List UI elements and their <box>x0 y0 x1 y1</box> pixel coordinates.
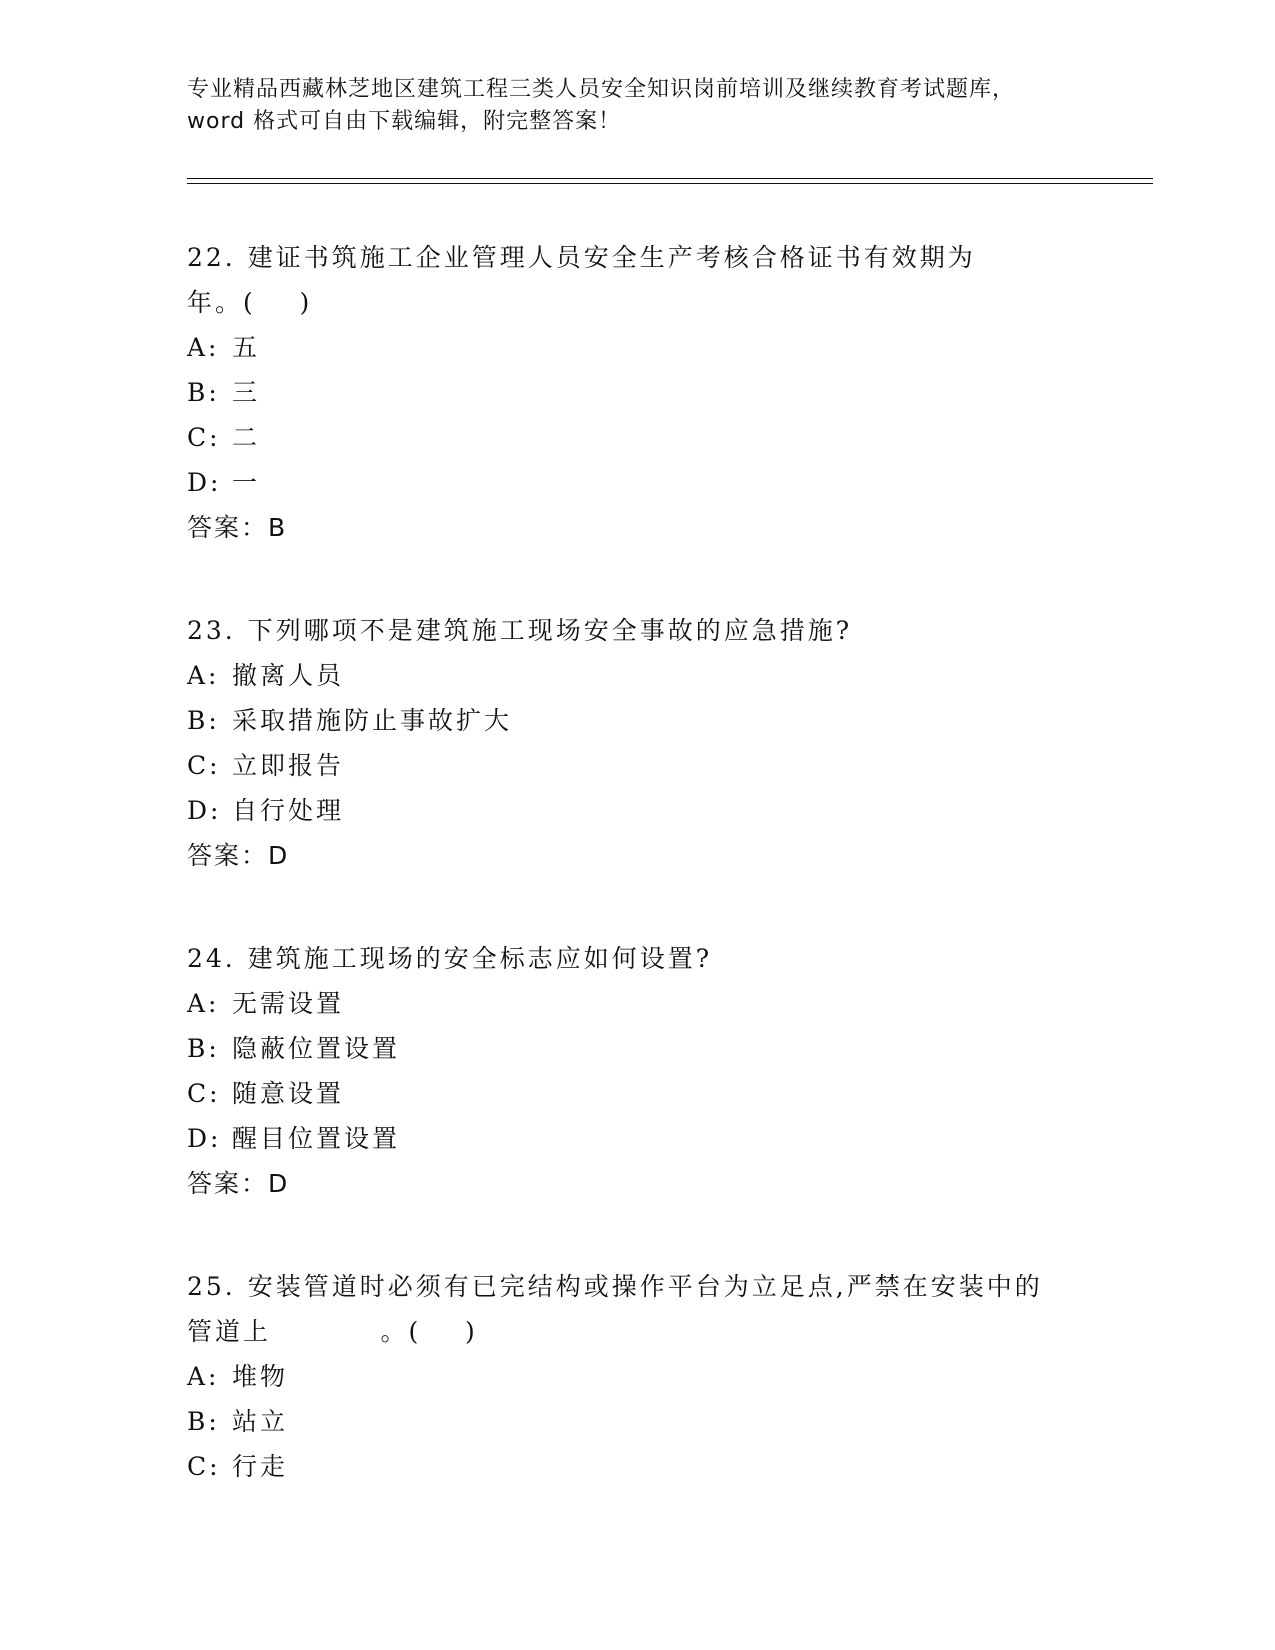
option-c <box>187 1444 1127 1489</box>
option-letter: B: <box>187 706 220 735</box>
answer-line: 答案：B <box>187 513 288 542</box>
option-text: 采取措施防止事故扩大 <box>232 706 513 735</box>
question-number: 23. <box>187 616 236 645</box>
option-letter: D: <box>187 796 222 825</box>
option-b <box>187 370 1127 415</box>
option-letter: B: <box>187 1034 220 1063</box>
question-number: 25. <box>187 1272 236 1301</box>
question-23 <box>187 608 1127 878</box>
question-stem <box>187 1264 1127 1309</box>
option-text: 站立 <box>232 1407 289 1436</box>
option-letter: A: <box>187 661 220 690</box>
question-text-line-1: 安装管道时必须有已完结构或操作平台为立足点,严禁在安装中的 <box>247 1272 1043 1301</box>
option-text: 立即报告 <box>232 751 345 780</box>
option-a <box>187 1354 1127 1399</box>
option-d <box>187 460 1127 505</box>
question-22 <box>187 235 1127 550</box>
option-letter: A: <box>187 1362 220 1391</box>
option-text: 随意设置 <box>232 1079 345 1108</box>
answer-line: 答案：D <box>187 841 290 870</box>
option-b <box>187 1026 1127 1071</box>
option-text: 无需设置 <box>232 989 345 1018</box>
option-letter: C: <box>187 751 221 780</box>
option-a <box>187 981 1127 1026</box>
option-letter: C: <box>187 1452 221 1481</box>
answer-line: 答案：D <box>187 1169 290 1198</box>
header-divider-top <box>187 178 1153 179</box>
option-letter: C: <box>187 1079 221 1108</box>
option-text: 一 <box>232 468 261 497</box>
question-text-line-1: 建证书筑施工企业管理人员安全生产考核合格证书有效期为 <box>247 243 976 272</box>
option-letter: B: <box>187 1407 220 1436</box>
option-c <box>187 415 1127 460</box>
question-stem <box>187 608 1127 653</box>
option-letter: D: <box>187 468 222 497</box>
document-header <box>187 74 1117 138</box>
question-text-line-1: 下列哪项不是建筑施工现场安全事故的应急措施? <box>247 616 853 645</box>
question-text-line-2: 管道上 。( ) <box>187 1317 478 1346</box>
option-letter: D: <box>187 1124 222 1153</box>
option-text: 三 <box>232 378 261 407</box>
option-letter: B: <box>187 378 220 407</box>
question-25 <box>187 1264 1127 1489</box>
option-text: 堆物 <box>232 1362 289 1391</box>
option-b <box>187 1399 1127 1444</box>
option-letter: C: <box>187 423 221 452</box>
option-text: 隐蔽位置设置 <box>232 1034 401 1063</box>
option-text: 自行处理 <box>232 796 345 825</box>
option-text: 醒目位置设置 <box>232 1124 401 1153</box>
question-stem <box>187 936 1127 981</box>
question-list <box>187 235 1127 1547</box>
header-line-1: 专业精品西藏林芝地区建筑工程三类人员安全知识岗前培训及继续教育考试题库， <box>187 77 1016 102</box>
header-divider-bottom <box>187 183 1153 184</box>
option-d <box>187 1116 1127 1161</box>
option-c <box>187 1071 1127 1116</box>
option-text: 五 <box>232 333 261 362</box>
option-a <box>187 325 1127 370</box>
question-number: 24. <box>187 944 236 973</box>
option-letter: A: <box>187 333 220 362</box>
option-text: 撤离人员 <box>232 661 345 690</box>
option-text: 行走 <box>232 1452 289 1481</box>
option-text: 二 <box>232 423 261 452</box>
option-letter: A: <box>187 989 220 1018</box>
option-a <box>187 653 1127 698</box>
question-text-line-2: 年。( ) <box>187 288 313 317</box>
option-b <box>187 698 1127 743</box>
question-stem <box>187 235 1127 280</box>
header-line-2: word 格式可自由下载编辑，附完整答案！ <box>187 109 622 134</box>
option-d <box>187 788 1127 833</box>
option-c <box>187 743 1127 788</box>
question-number: 22. <box>187 243 236 272</box>
question-24 <box>187 936 1127 1206</box>
question-text-line-1: 建筑施工现场的安全标志应如何设置? <box>247 944 713 973</box>
